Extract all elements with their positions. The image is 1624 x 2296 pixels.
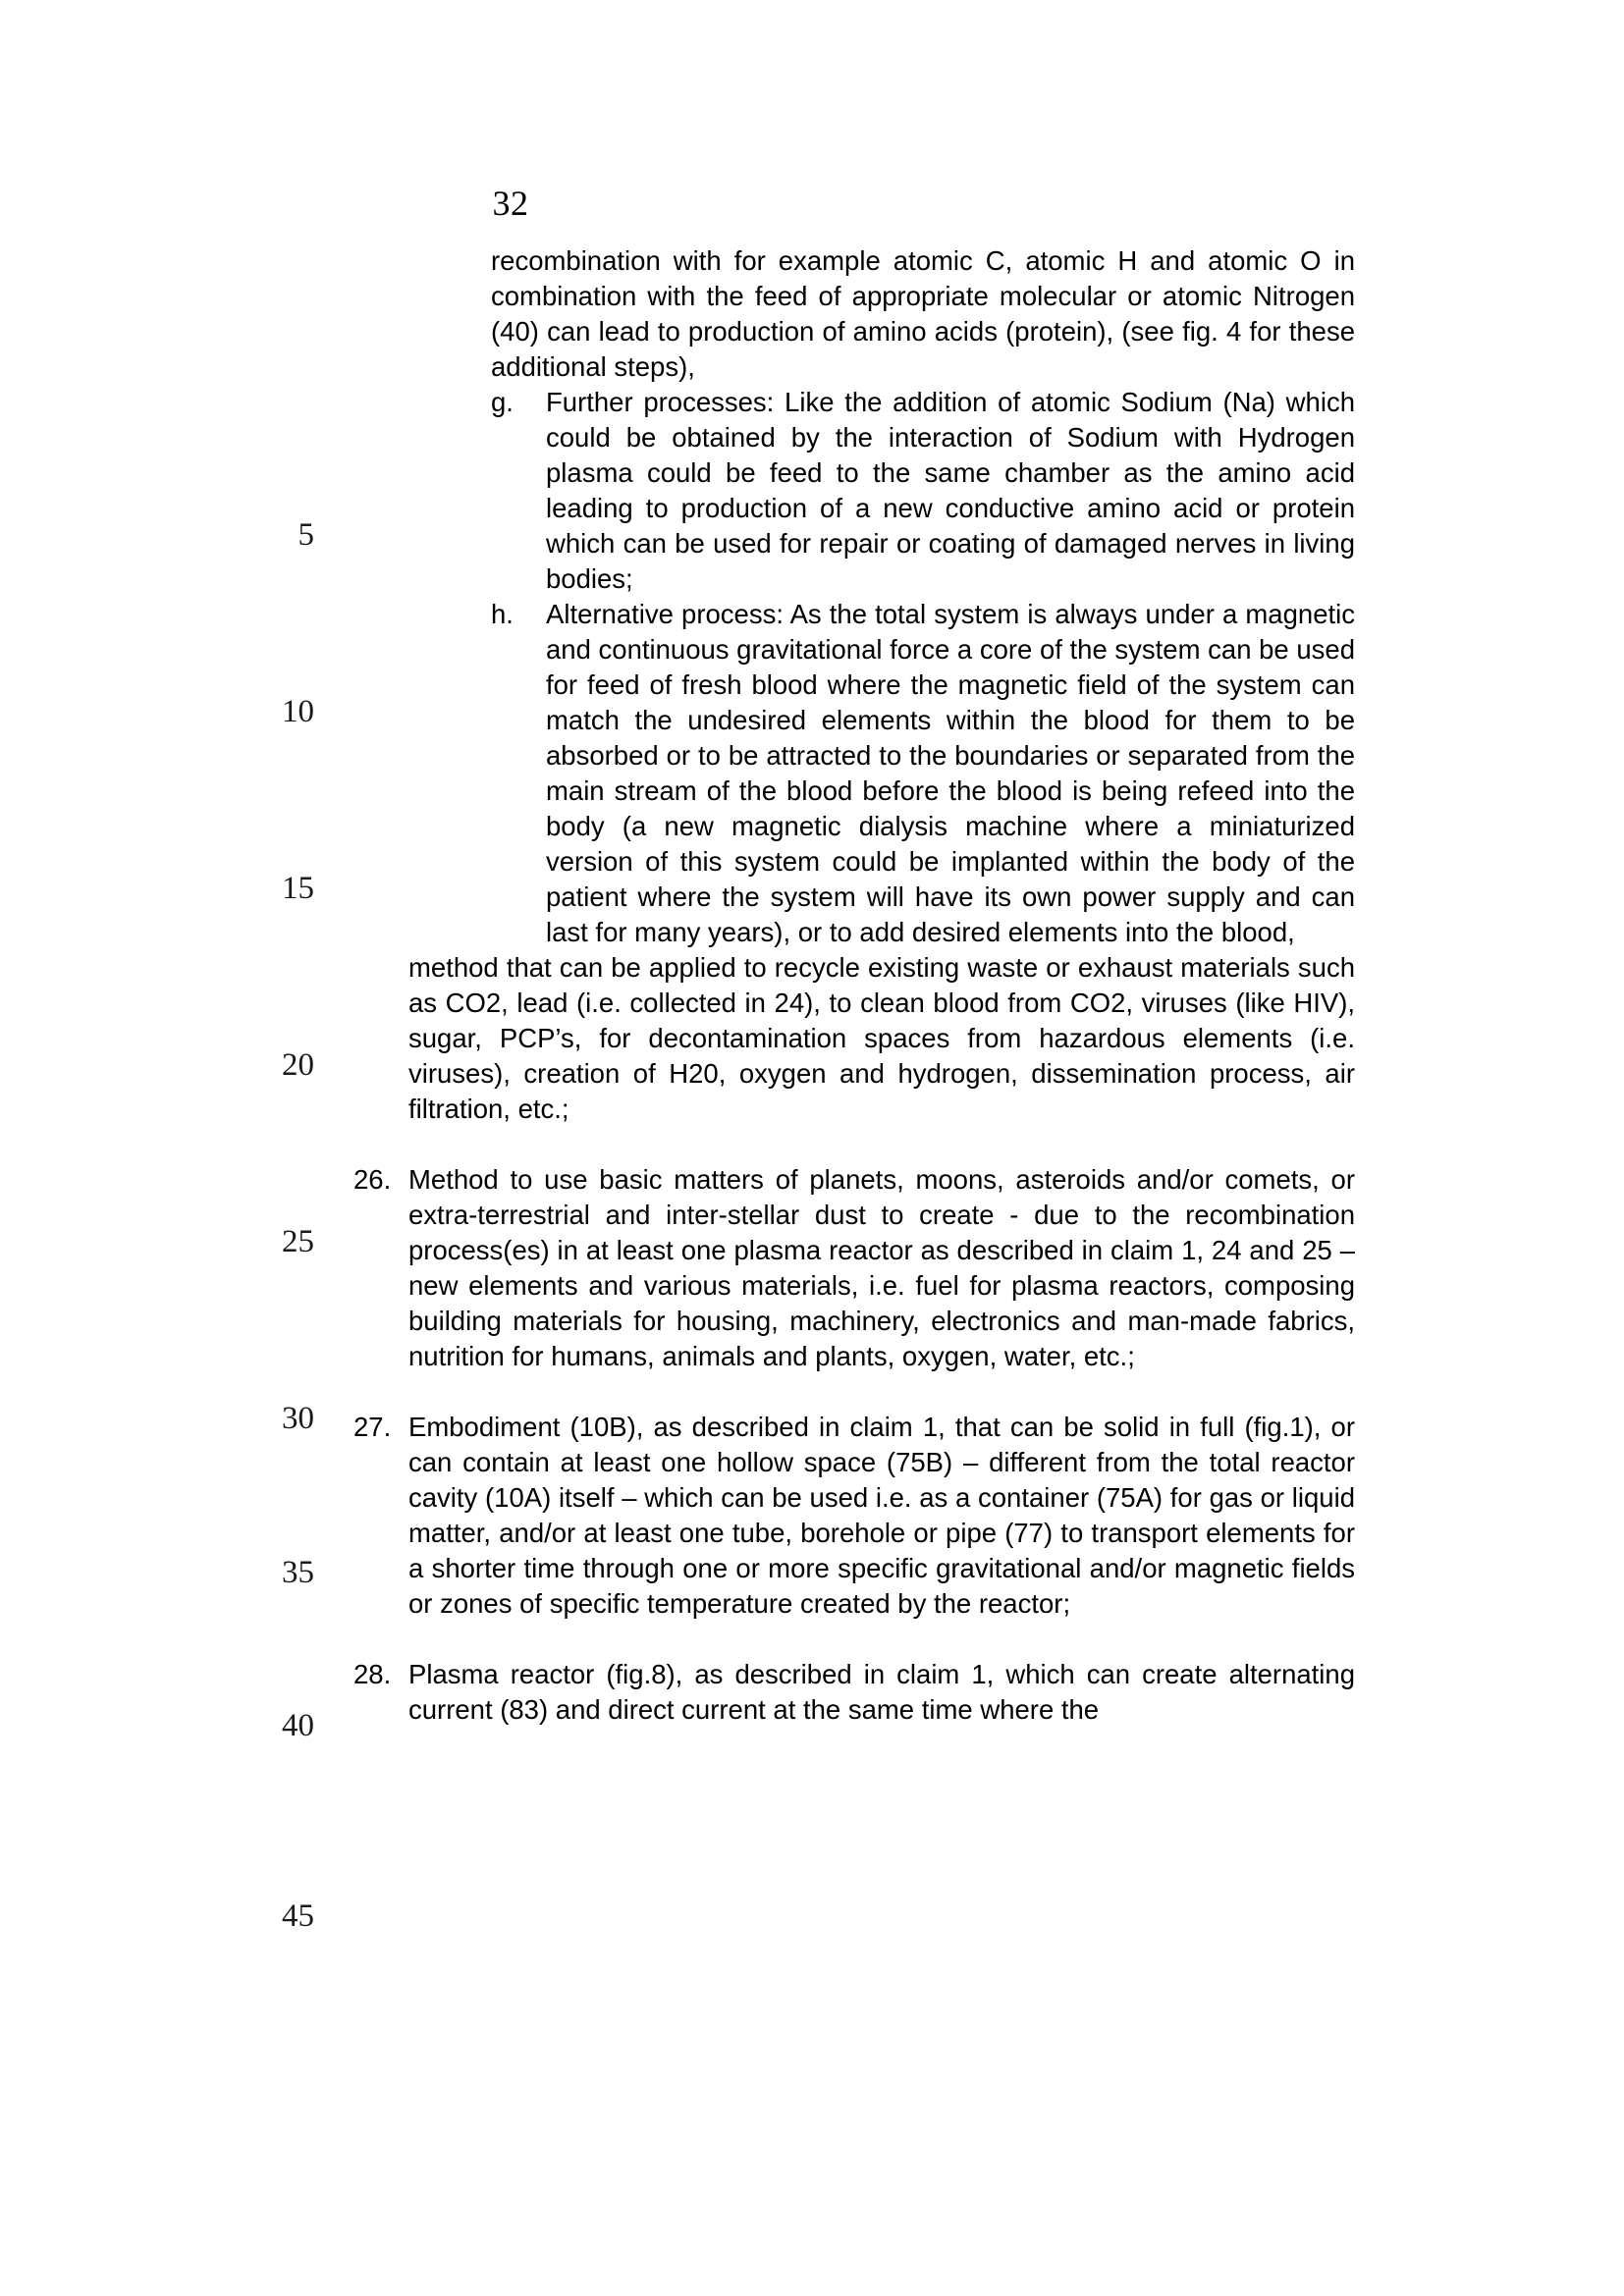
paragraph-spacer-1 [353, 1127, 1355, 1162]
claim-26 [353, 1162, 1355, 1374]
body-text-column [353, 243, 1355, 1728]
line-number-40: 40 [282, 1708, 314, 1743]
line-number-5: 5 [298, 517, 314, 553]
sub-item-h-text: Alternative process: As the total system is always under a magnetic and continuous gravitational force a core of the system can be used for feed of fresh blood where the magnetic field of the system can match the undesired elements within the blood for them to be absorbed or to be attracted to the boundaries or separated from the main stream of the blood before the blood is being refeed into the body (a new magnetic dialysis machine where a miniaturized version of this system could be implanted within the body of the patient where the system will have its own power supply and can last for many years), or to add desired elements into the blood, [546, 599, 1355, 947]
claim-26-marker: 26. [353, 1164, 392, 1195]
sub-item-h-marker: h. [491, 599, 514, 629]
line-number-15: 15 [282, 871, 314, 906]
sub-item-h [353, 597, 1355, 950]
sub-item-g [353, 385, 1355, 597]
claim-28-text: Plasma reactor (fig.8), as described in claim 1, which can create alternating current (83) and direct current at the same time where the [408, 1659, 1355, 1725]
sub-item-g-marker: g. [491, 387, 514, 417]
line-number-gutter [0, 0, 314, 2296]
sub-item-g-text: Further processes: Like the addition of atomic Sodium (Na) which could be obtained by the interaction of Sodium with Hydrogen plasma could be feed to the same chamber as the amino acid leading to production of a new conductive amino acid or protein which can be used for repair or coating of damaged nerves in living bodies; [546, 387, 1355, 594]
paragraph-spacer-2 [353, 1374, 1355, 1410]
continuation-paragraph: method that can be applied to recycle existing waste or exhaust materials such as CO2, lead (i.e. collected in 24), to clean blood from CO2, viruses (like HIV), sugar, PCP’s, for decontamination spaces from hazardous elements (i.e. viruses), creation of H20, oxygen and hydrogen, dissemination process, air filtration, etc.; [408, 952, 1355, 1124]
claim-28-marker: 28. [353, 1659, 392, 1689]
line-number-30: 30 [282, 1401, 314, 1436]
line-number-10: 10 [282, 694, 314, 729]
claim-26-text: Method to use basic matters of planets, moons, asteroids and/or comets, or extra-terrestrial and inter-stellar dust to create - due to the recombination process(es) in at least one plasma reactor as described in claim 1, 24 and 25 – new elements and various materials, i.e. fuel for plasma reactors, composing building materials for housing, machinery, electronics and man-made fabrics, nutrition for humans, animals and plants, oxygen, water, etc.; [408, 1164, 1355, 1371]
paragraph-spacer-3 [353, 1622, 1355, 1657]
line-number-20: 20 [282, 1047, 314, 1083]
page-number: 32 [492, 184, 529, 223]
claim-27-marker: 27. [353, 1412, 392, 1442]
claim-27-text: Embodiment (10B), as described in claim 1, that can be solid in full (fig.1), or can contain at least one hollow space (75B) – different from the total reactor cavity (10A) itself – which can be used i.e. as a container (75A) for gas or liquid matter, and/or at least one tube, borehole or pipe (77) to transport elements for a shorter time through one or more specific gravitational and/or magnetic fields or zones of specific temperature created by the reactor; [408, 1412, 1355, 1619]
line-number-45: 45 [282, 1898, 314, 1934]
line-number-35: 35 [282, 1555, 314, 1590]
intro-paragraph: recombination with for example atomic C, atomic H and atomic O in combination with the feed of appropriate molecular or atomic Nitrogen (40) can lead to production of amino acids (protein), (see fig. 4 for these additional steps), [491, 245, 1355, 382]
line-number-25: 25 [282, 1224, 314, 1259]
claim-27 [353, 1410, 1355, 1622]
claim-28 [353, 1657, 1355, 1728]
